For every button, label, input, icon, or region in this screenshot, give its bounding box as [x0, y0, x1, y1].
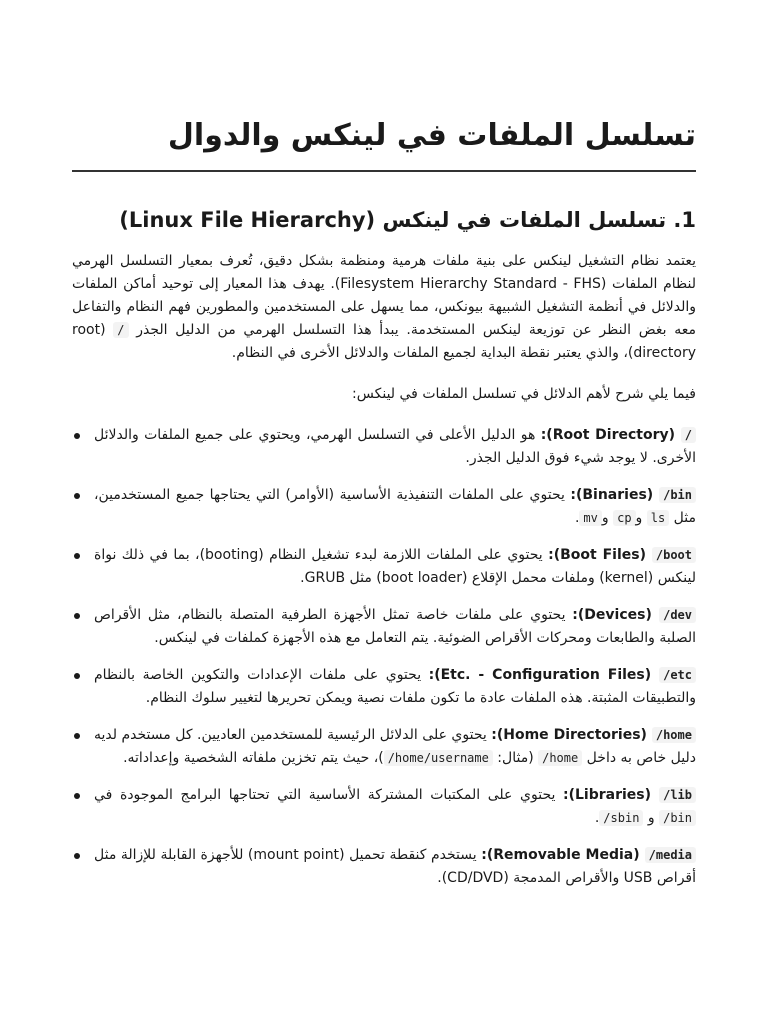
section-heading: 1. تسلسل الملفات في لينكس (Linux File Hierarchy): [119, 208, 696, 232]
cmd-code: mv: [579, 510, 601, 526]
dir-description: يحتوي على الملفات التنفيذية الأساسية (الأوامر) التي يحتاجها جميع المستخدمين، مثل: [94, 487, 696, 526]
dir-description: يستخدم كنقطة تحميل (mount point) للأجهزة القابلة للإزالة مثل أقراص USB والأقراص المدمجة (CD/DVD).: [94, 847, 696, 886]
cmd-code: ls: [647, 510, 669, 526]
bullet-icon: [74, 493, 80, 499]
intro-text-b: (root directory)، والذي يعتبر نقطة البداية لجميع الملفات والدلائل الأخرى في النظام.: [72, 322, 696, 361]
list-item-home: /home (Home Directories): يحتوي على الدلائل الرئيسية للمستخدمين العاديين. كل مستخدم لديه دليل خاص به داخل /home (مثال: /home/username)، حيث يتم تخزين ملفاته الشخصية وإعداداته.: [72, 724, 696, 770]
dir-description: يحتوي على ملفات خاصة تمثل الأجهزة الطرفية المتصلة بالنظام، مثل الأقراص الصلبة والطابعات ومحركات الأقراص الضوئية. يتم التعامل مع هذه الأجهزة كملفات في لينكس.: [94, 607, 696, 646]
list-item-bin: /bin (Binaries): يحتوي على الملفات التنفيذية الأساسية (الأوامر) التي يحتاجها جميع المستخدمين، مثل ls وcp وmv.: [72, 484, 696, 530]
document-page: [72, 112, 696, 904]
list-item-etc: [72, 664, 696, 710]
path-code: /bin: [659, 810, 696, 826]
dir-name: /dev (Devices):: [572, 607, 696, 623]
path-code: /home: [538, 750, 582, 766]
list-item-root: [72, 424, 696, 470]
intro-paragraph: [72, 250, 696, 365]
dir-name: /bin (Binaries):: [570, 487, 696, 503]
list-intro-paragraph: فيما يلي شرح لأهم الدلائل في تسلسل الملفات في لينكس:: [352, 386, 696, 402]
intro-text-a: يعتمد نظام التشغيل لينكس على بنية ملفات هرمية ومنظمة بشكل دقيق، تُعرف بمعيار التسلسل الهرمي لنظام الملفات (Filesystem Hierarchy Standard - FHS). يهدف هذا المعيار إلى توحيد أماكن الملفات والدلائل في أنظمة التشغيل الشبيهة بيونكس، مما يسهل على المستخدمين والمطورين فهم النظام والتفاعل معه بغض النظر عن توزيعة لينكس المستخدمة. يبدأ هذا التسلسل الهرمي من الدليل الجذر: [72, 253, 697, 338]
bullet-icon: [74, 853, 80, 859]
dir-name: /lib (Libraries):: [563, 787, 696, 803]
dir-description: هو الدليل الأعلى في التسلسل الهرمي، ويحتوي على جميع الملفات والدلائل الأخرى. لا يوجد شيء فوق الدليل الجذر.: [94, 427, 696, 466]
bullet-icon: [74, 433, 80, 439]
dir-name: / (Root Directory):: [541, 427, 696, 443]
directory-list: [72, 424, 696, 890]
dir-description: يحتوي على الدلائل الرئيسية للمستخدمين العاديين. كل مستخدم لديه دليل خاص به داخل: [94, 727, 696, 766]
bullet-icon: [74, 553, 80, 559]
dir-description: يحتوي على ملفات الإعدادات والتكوين الخاصة بالنظام والتطبيقات المثبتة. هذه الملفات عادة ما تكون ملفات نصية ويمكن تحريرها لتغيير سلوك النظام.: [94, 667, 696, 706]
dir-description: يحتوي على المكتبات المشتركة الأساسية التي تحتاجها البرامج الموجودة في: [94, 787, 564, 803]
list-item-boot: [72, 544, 696, 590]
bullet-icon: [74, 793, 80, 799]
dir-name: /boot (Boot Files):: [548, 547, 696, 563]
dir-name: /media (Removable Media):: [481, 847, 696, 863]
bullet-icon: [74, 733, 80, 739]
list-item-dev: [72, 604, 696, 650]
bullet-icon: [74, 673, 80, 679]
dir-name: /etc (Etc. - Configuration Files):: [429, 667, 696, 683]
dir-name: /home (Home Directories):: [491, 727, 696, 743]
dir-description: يحتوي على الملفات اللازمة لبدء تشغيل النظام (booting)، بما في ذلك نواة لينكس (kernel) وملفات محمل الإقلاع (boot loader) مثل GRUB.: [94, 547, 696, 586]
page-title: تسلسل الملفات في لينكس والدوال: [72, 112, 696, 172]
list-item-media: [72, 844, 696, 890]
list-item-lib: /lib (Libraries): يحتوي على المكتبات المشتركة الأساسية التي تحتاجها البرامج الموجودة في /bin و /sbin.: [72, 784, 696, 830]
root-code: /: [113, 322, 128, 338]
bullet-icon: [74, 613, 80, 619]
cmd-code: cp: [613, 510, 635, 526]
path-code: /sbin: [599, 810, 643, 826]
path-code: /home/username: [384, 750, 493, 766]
